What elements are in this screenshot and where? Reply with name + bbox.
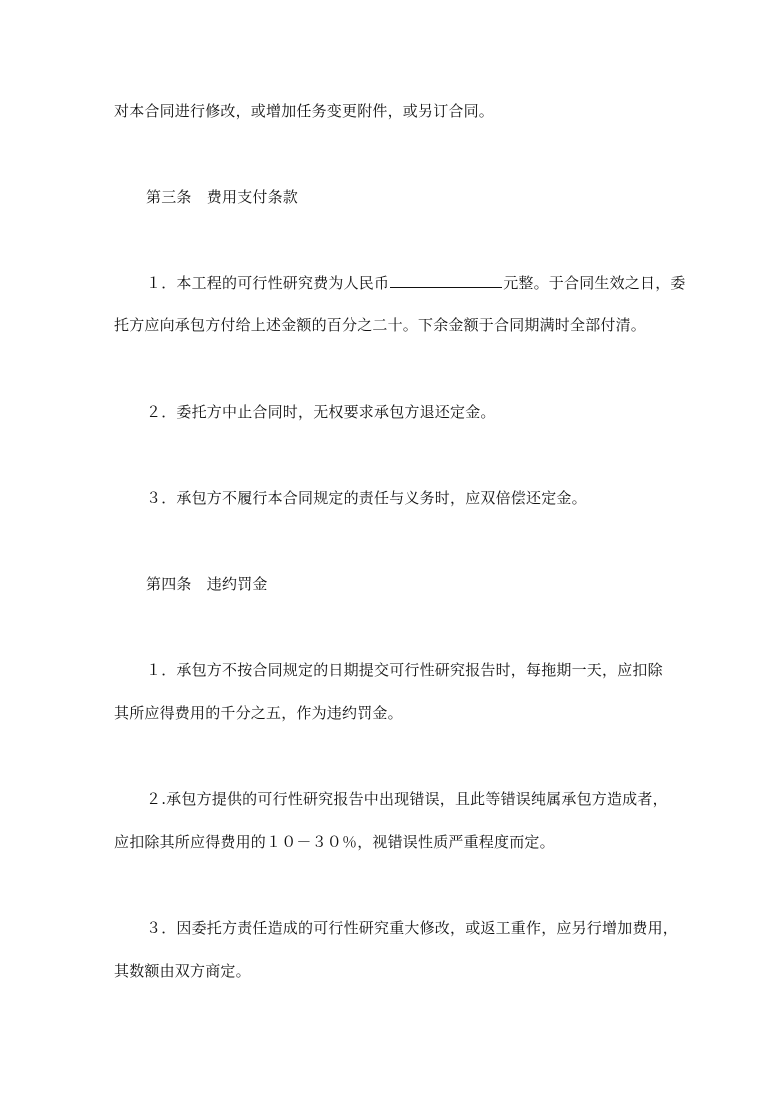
article-4-clause-2-line-1: ２.承包方提供的可行性研究报告中出现错误，且此等错误纯属承包方造成者， — [146, 790, 668, 808]
article-4-heading: 第四条 违约罚金 — [146, 575, 268, 593]
article-4-clause-3-line-2: 其数额由双方商定。 — [114, 962, 251, 980]
article-4-clause-1-line-1: １．承包方不按合同规定的日期提交可行性研究报告时，每拖期一天，应扣除 — [146, 661, 663, 679]
clause-text: １．本工程的可行性研究费为人民币 — [146, 274, 390, 292]
article-3-clause-1-line-1 — [146, 273, 696, 293]
article-3-clause-1-line-2: 托方应向承包方付给上述金额的百分之二十。下余金额于合同期满时全部付清。 — [114, 316, 647, 334]
article-3-clause-2: ２．委托方中止合同时，无权要求承包方退还定金。 — [146, 403, 496, 421]
paragraph-line: 对本合同进行修改，或增加任务变更附件，或另订合同。 — [114, 102, 495, 120]
article-3-clause-3: ３．承包方不履行本合同规定的责任与义务时，应双倍偿还定金。 — [146, 489, 587, 507]
article-3-heading: 第三条 费用支付条款 — [146, 188, 299, 206]
article-4-clause-3-line-1: ３．因委托方责任造成的可行性研究重大修改，或返工重作，应另行增加费用， — [146, 919, 679, 937]
amount-blank — [390, 273, 502, 288]
clause-text: 元整。于合同生效之日，委 — [503, 274, 686, 292]
article-4-clause-2-line-2: 应扣除其所应得费用的１０－３０％，视错误性质严重程度而定。 — [114, 833, 555, 851]
article-4-clause-1-line-2: 其所应得费用的千分之五，作为违约罚金。 — [114, 704, 403, 722]
